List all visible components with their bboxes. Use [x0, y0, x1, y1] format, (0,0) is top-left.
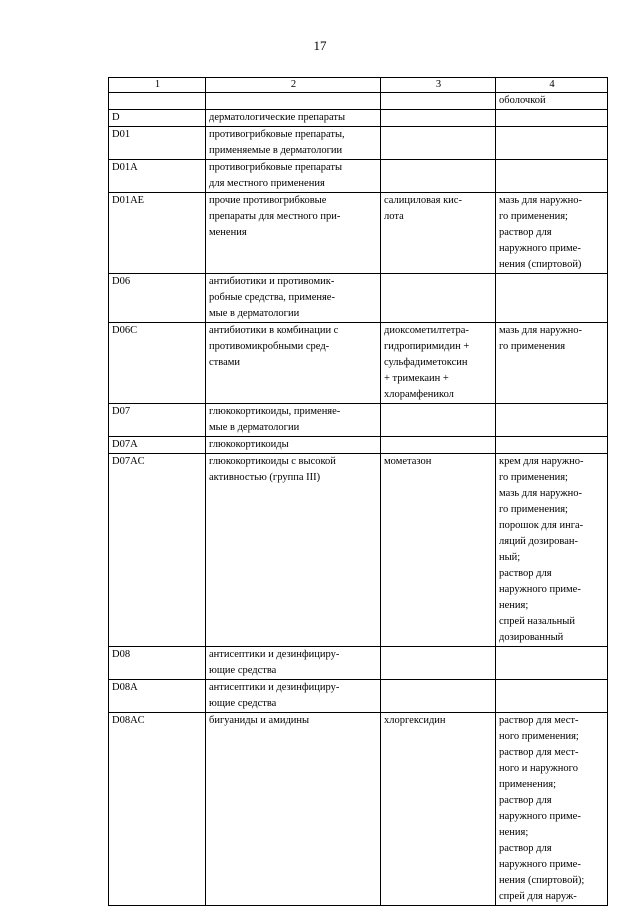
atc-code-cell: [109, 680, 206, 713]
cell-text-line: раствор для: [499, 568, 552, 579]
cell-text-line: активностью (группа III): [209, 472, 321, 483]
cell-text-line: D: [112, 112, 120, 123]
dosage-form-cell: [496, 713, 608, 906]
dosage-form-cell: [496, 323, 608, 404]
cell-text-line: D08A: [112, 682, 138, 693]
anatomical-therapeutic-group-cell: [206, 404, 381, 437]
column-number-row: [109, 78, 608, 93]
dosage-form-cell: [496, 127, 608, 160]
page-number: 17: [313, 38, 327, 53]
cell-text-line: лота: [384, 211, 404, 222]
cell-text-line: ствами: [209, 357, 240, 368]
cell-text-line: глюкокортикоиды, применяе-: [209, 406, 341, 417]
cell-text-line: салициловая кис-: [384, 195, 462, 206]
cell-text-line: мазь для наружно-: [499, 488, 582, 499]
cell-text-line: гидропиримидин +: [384, 341, 470, 352]
cell-text-line: D01AE: [112, 195, 145, 206]
drug-substance-cell: [381, 127, 496, 160]
table-row: [109, 323, 608, 404]
cell-text-line: нения;: [499, 600, 529, 611]
atc-code-cell: [109, 274, 206, 323]
cell-text-line: противогрибковые препараты,: [209, 129, 345, 140]
atc-code-cell: [109, 454, 206, 647]
table-row: [109, 454, 608, 647]
anatomical-therapeutic-group-cell: [206, 193, 381, 274]
drug-substance-cell: [381, 713, 496, 906]
cell-text-line: порошок для инга-: [499, 520, 584, 531]
atc-code-cell: [109, 437, 206, 454]
atc-drug-table: [108, 77, 608, 906]
drug-substance-cell: [381, 93, 496, 110]
table-row: [109, 680, 608, 713]
table-row: [109, 193, 608, 274]
cell-text-line: глюкокортикоиды с высокой: [209, 456, 336, 467]
cell-text-line: дерматологические препараты: [209, 112, 345, 123]
anatomical-therapeutic-group-cell: [206, 110, 381, 127]
table-row: [109, 160, 608, 193]
cell-text-line: применения;: [499, 779, 557, 790]
cell-text-line: антибиотики в комбинации с: [209, 325, 339, 336]
dosage-form-cell: [496, 110, 608, 127]
table-row: [109, 713, 608, 906]
dosage-form-cell: [496, 274, 608, 323]
atc-code-cell: [109, 93, 206, 110]
cell-text-line: наружного приме-: [499, 811, 581, 822]
anatomical-therapeutic-group-cell: [206, 647, 381, 680]
anatomical-therapeutic-group-cell: [206, 160, 381, 193]
cell-text-line: препараты для местного при-: [209, 211, 341, 222]
dosage-form-cell: [496, 404, 608, 437]
drug-substance-cell: [381, 404, 496, 437]
cell-text-line: робные средства, применяе-: [209, 292, 335, 303]
cell-text-line: спрей для наруж-: [499, 891, 577, 902]
column-number: 2: [206, 78, 381, 93]
dosage-form-cell: [496, 93, 608, 110]
drug-substance-cell: [381, 323, 496, 404]
column-number: 4: [496, 78, 608, 93]
atc-code-cell: [109, 110, 206, 127]
cell-text-line: раствор для: [499, 227, 552, 238]
cell-text-line: D06C: [112, 325, 138, 336]
drug-substance-cell: [381, 437, 496, 454]
cell-text-line: D07A: [112, 439, 138, 450]
drug-substance-cell: [381, 647, 496, 680]
anatomical-therapeutic-group-cell: [206, 274, 381, 323]
atc-code-cell: [109, 127, 206, 160]
cell-text-line: прочие противогрибковые: [209, 195, 327, 206]
anatomical-therapeutic-group-cell: [206, 713, 381, 906]
table-row: [109, 93, 608, 110]
cell-text-line: раствор для: [499, 843, 552, 854]
table-row: [109, 110, 608, 127]
cell-text-line: D01: [112, 129, 131, 140]
cell-text-line: глюкокортикоиды: [209, 439, 289, 450]
anatomical-therapeutic-group-cell: [206, 93, 381, 110]
cell-text-line: го применения: [499, 341, 566, 352]
cell-text-line: наружного приме-: [499, 859, 581, 870]
cell-text-line: антибиотики и противомик-: [209, 276, 335, 287]
cell-text-line: крем для наружно-: [499, 456, 584, 467]
cell-text-line: ляций дозирован-: [499, 536, 579, 547]
dosage-form-cell: [496, 454, 608, 647]
cell-text-line: D07: [112, 406, 131, 417]
cell-text-line: + тримекаин +: [384, 373, 449, 384]
atc-code-cell: [109, 323, 206, 404]
anatomical-therapeutic-group-cell: [206, 437, 381, 454]
atc-code-cell: [109, 160, 206, 193]
cell-text-line: D08: [112, 649, 131, 660]
cell-text-line: хлорамфеникол: [384, 389, 454, 400]
cell-text-line: ного и наружного: [499, 763, 578, 774]
cell-text-line: антисептики и дезинфициру-: [209, 682, 340, 693]
anatomical-therapeutic-group-cell: [206, 127, 381, 160]
cell-text-line: нения;: [499, 827, 529, 838]
cell-text-line: ющие средства: [209, 665, 277, 676]
cell-text-line: мые в дерматологии: [209, 308, 300, 319]
dosage-form-cell: [496, 680, 608, 713]
dosage-form-cell: [496, 193, 608, 274]
drug-substance-cell: [381, 110, 496, 127]
cell-text-line: нения (спиртовой): [499, 259, 582, 270]
dosage-form-cell: [496, 437, 608, 454]
drug-substance-cell: [381, 454, 496, 647]
cell-text-line: бигуаниды и амидины: [209, 715, 310, 726]
cell-text-line: го применения;: [499, 211, 568, 222]
cell-text-line: сульфадиметоксин: [384, 357, 468, 368]
cell-text-line: ющие средства: [209, 698, 277, 709]
drug-substance-cell: [381, 193, 496, 274]
atc-code-cell: [109, 713, 206, 906]
drug-substance-cell: [381, 274, 496, 323]
cell-text-line: мые в дерматологии: [209, 422, 300, 433]
drug-substance-cell: [381, 160, 496, 193]
table-row: [109, 127, 608, 160]
cell-text-line: мазь для наружно-: [499, 195, 582, 206]
table-row: [109, 437, 608, 454]
cell-text-line: D01A: [112, 162, 138, 173]
cell-text-line: D07AC: [112, 456, 145, 467]
cell-text-line: го применения;: [499, 504, 568, 515]
column-number: 1: [109, 78, 206, 93]
cell-text-line: спрей назальный: [499, 616, 575, 627]
cell-text-line: D06: [112, 276, 131, 287]
anatomical-therapeutic-group-cell: [206, 680, 381, 713]
cell-text-line: раствор для: [499, 795, 552, 806]
cell-text-line: оболочкой: [499, 95, 546, 106]
anatomical-therapeutic-group-cell: [206, 454, 381, 647]
cell-text-line: мазь для наружно-: [499, 325, 582, 336]
cell-text-line: антисептики и дезинфициру-: [209, 649, 340, 660]
atc-code-cell: [109, 647, 206, 680]
dosage-form-cell: [496, 647, 608, 680]
cell-text-line: для местного применения: [209, 178, 325, 189]
atc-code-cell: [109, 193, 206, 274]
cell-text-line: наружного приме-: [499, 584, 581, 595]
table-row: [109, 274, 608, 323]
cell-text-line: наружного приме-: [499, 243, 581, 254]
cell-text-line: диоксометилтетра-: [384, 325, 469, 336]
cell-text-line: ный;: [499, 552, 521, 563]
cell-text-line: раствор для мест-: [499, 715, 579, 726]
cell-text-line: нения (спиртовой);: [499, 875, 585, 886]
cell-text-line: хлоргексидин: [384, 715, 446, 726]
cell-text-line: раствор для мест-: [499, 747, 579, 758]
cell-text-line: менения: [209, 227, 247, 238]
cell-text-line: противомикробными сред-: [209, 341, 330, 352]
cell-text-line: го применения;: [499, 472, 568, 483]
table-row: [109, 404, 608, 437]
cell-text-line: противогрибковые препараты: [209, 162, 343, 173]
cell-text-line: ного применения;: [499, 731, 579, 742]
table-row: [109, 647, 608, 680]
cell-text-line: мометазон: [384, 456, 432, 467]
cell-text-line: дозированный: [499, 632, 564, 643]
drug-substance-cell: [381, 680, 496, 713]
column-number: 3: [381, 78, 496, 93]
cell-text-line: применяемые в дерматологии: [209, 145, 343, 156]
cell-text-line: D08AC: [112, 715, 145, 726]
atc-code-cell: [109, 404, 206, 437]
anatomical-therapeutic-group-cell: [206, 323, 381, 404]
dosage-form-cell: [496, 160, 608, 193]
